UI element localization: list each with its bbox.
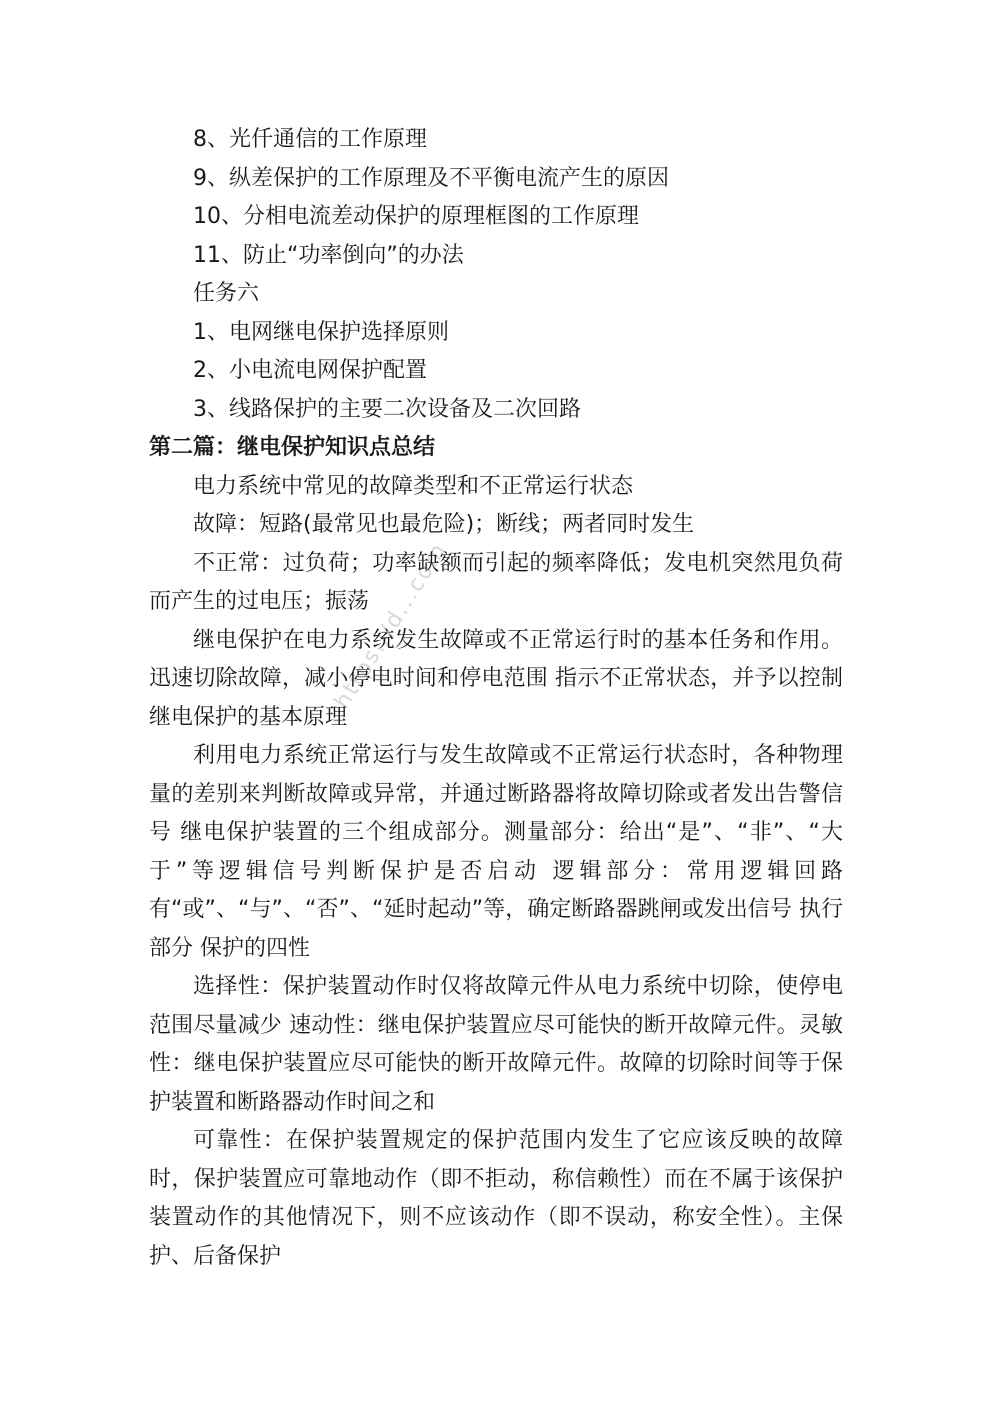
paragraph: 选择性：保护装置动作时仅将故障元件从电力系统中切除，使停电范围尽量减少 速动性：继电保护装置应尽可能快的断开故障元件。灵敏性：继电保护装置应尽可能快的断开故障元件。故障的切除时间等于保护装置和断路器动作时间之和 <box>149 974 843 1115</box>
paragraph: 利用电力系统正常运行与发生故障或不正常运行状态时，各种物理量的差别来判断故障或异常，并通过断路器将故障切除或者发出告警信号 继电保护装置的三个组成部分。测量部分：给出“是”、“非”、“大于”等逻辑信号判断保护是否启动 逻辑部分：常用逻辑回路有“或”、“与”、“否”、“延时起动”等，确定断路器跳闸或发出信号 执行部分 保护的四性 <box>149 743 843 961</box>
list-item: 3、线路保护的主要二次设备及二次回路 <box>193 396 581 422</box>
text-line: 故障：短路(最常见也最危险)；断线；两者同时发生 <box>193 512 695 537</box>
list-item: 1、电网继电保护选择原则 <box>193 319 449 345</box>
list-item: 10、分相电流差动保护的原理框图的工作原理 <box>193 204 639 229</box>
paragraph: 继电保护在电力系统发生故障或不正常运行时的基本任务和作用。迅速切除故障，减小停电时间和停电范围 指示不正常状态，并予以控制 继电保护的基本原理 <box>149 627 843 730</box>
list-item: 11、防止“功率倒向”的办法 <box>193 242 464 268</box>
list-item: 8、光仟通信的工作原理 <box>193 127 427 152</box>
chapter-heading: 第二篇：继电保护知识点总结 <box>149 435 436 460</box>
paragraph: 不正常：过负荷；功率缺额而引起的频率降低；发电机突然甩负荷而产生的过电压；振荡 <box>149 550 843 614</box>
text-line: 电力系统中常见的故障类型和不正常运行状态 <box>193 473 634 499</box>
watermark: https://d...com <box>330 538 453 714</box>
list-item: 9、纵差保护的工作原理及不平衡电流产生的原因 <box>193 165 669 191</box>
paragraph: 可靠性：在保护装置规定的保护范围内发生了它应该反映的故障时，保护装置应可靠地动作（即不拒动，称信赖性）而在不属于该保护装置动作的其他情况下，则不应该动作（即不误动，称安全性）。主保护、后备保护 <box>149 1128 843 1269</box>
document-body <box>149 121 843 1276</box>
section-label: 任务六 <box>193 281 260 306</box>
list-item: 2、小电流电网保护配置 <box>193 358 427 383</box>
